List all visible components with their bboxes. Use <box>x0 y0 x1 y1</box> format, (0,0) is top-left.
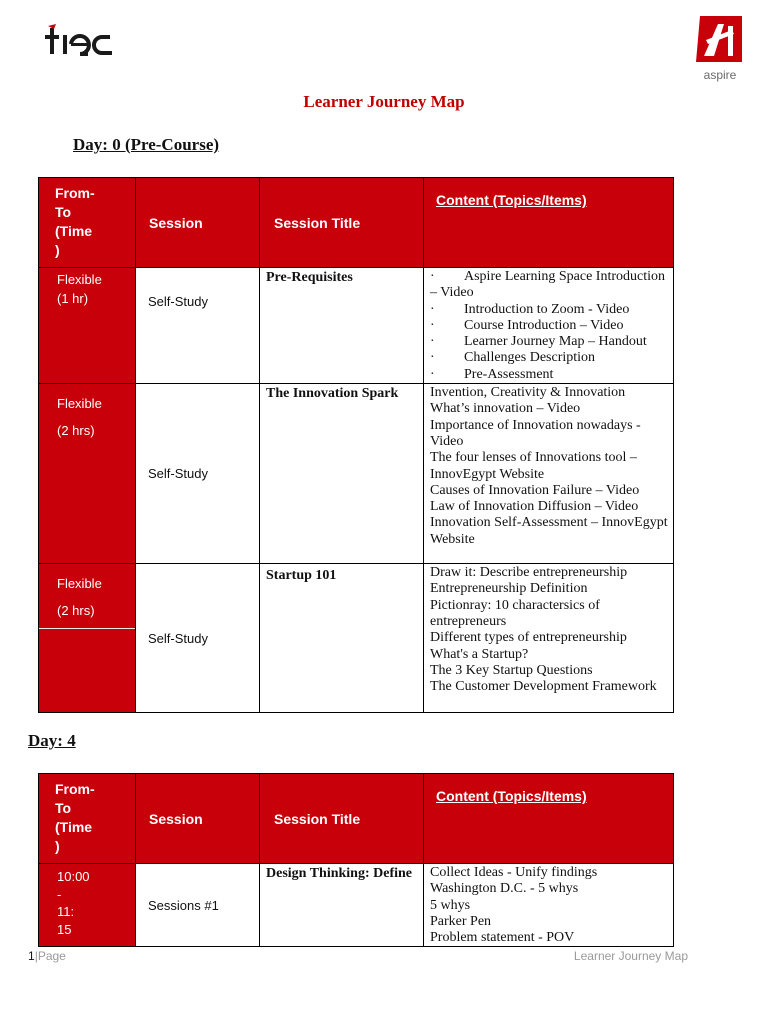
session-title-cell: Startup 101 <box>260 564 424 713</box>
page-footer <box>28 949 66 963</box>
table-header-row <box>39 178 674 268</box>
session-cell: Self-Study <box>136 268 260 384</box>
col-header-time: From- To (Time ) <box>39 774 136 864</box>
session-cell: Self-Study <box>136 564 260 713</box>
content-cell: Invention, Creativity & Innovation What’s innovation – Video Importance of Innovation nowadays - Video The four lenses of Innovations tool – InnovEgypt Website Causes of Innovation Failure – Video Law of Innovation Diffusion – Video Innovation Self-Assessment – InnovEgypt Website <box>424 384 674 564</box>
day4-table <box>38 773 674 947</box>
aspire-logo <box>692 16 748 82</box>
content-cell: Draw it: Describe entrepreneurship Entrepreneurship Definition Pictionray: 10 charactersics of entrepreneurs Different types of entrepreneurship What's a Startup? The 3 Key Startup Questions The Customer Development Framework <box>424 564 674 713</box>
day4-heading: Day: 4 <box>28 731 76 750</box>
col-header-session-title: Session Title <box>260 178 424 268</box>
time-cell: Flexible (1 hr) <box>39 268 136 384</box>
col-header-session: Session <box>136 774 260 864</box>
day0-table <box>38 177 674 713</box>
content-cell: · Aspire Learning Space Introduction – Video · Introduction to Zoom - Video · Course Introduction – Video · Learner Journey Map – Handout · Challenges Description · Pre-Assessment <box>424 268 674 384</box>
table-row <box>39 384 674 564</box>
col-header-session: Session <box>136 178 260 268</box>
time-cell-divider <box>39 628 135 629</box>
table-row <box>39 564 674 713</box>
content-cell: Collect Ideas - Unify findings Washington D.C. - 5 whys 5 whys Parker Pen Problem statement - POV <box>424 864 674 947</box>
day0-heading: Day: 0 (Pre-Course) <box>73 135 220 154</box>
tiec-logo <box>44 24 114 58</box>
session-cell: Sessions #1 <box>136 864 260 947</box>
table-row <box>39 864 674 947</box>
time-cell: Flexible (2 hrs) <box>39 564 136 713</box>
page-number: 1 <box>28 949 35 963</box>
aspire-logo-text: aspire <box>703 68 737 82</box>
footer-doc-name: Learner Journey Map <box>573 949 688 963</box>
time-cell: 10:00 - 11: 15 <box>39 864 136 947</box>
footer-page-label: Page <box>37 949 66 963</box>
session-title-cell: Pre-Requisites <box>260 268 424 384</box>
col-header-session-title: Session Title <box>260 774 424 864</box>
table-header-row <box>39 774 674 864</box>
session-cell: Self-Study <box>136 384 260 564</box>
session-title-cell: The Innovation Spark <box>260 384 424 564</box>
footer-separator: | <box>34 949 38 963</box>
table-row <box>39 268 674 384</box>
col-header-time: From- To (Time ) <box>39 178 136 268</box>
time-cell: Flexible (2 hrs) <box>39 384 136 564</box>
col-header-content: Content (Topics/Items) <box>424 178 674 268</box>
document-title: Learner Journey Map <box>303 92 465 111</box>
session-title-cell: Design Thinking: Define <box>260 864 424 947</box>
col-header-content: Content (Topics/Items) <box>424 774 674 864</box>
